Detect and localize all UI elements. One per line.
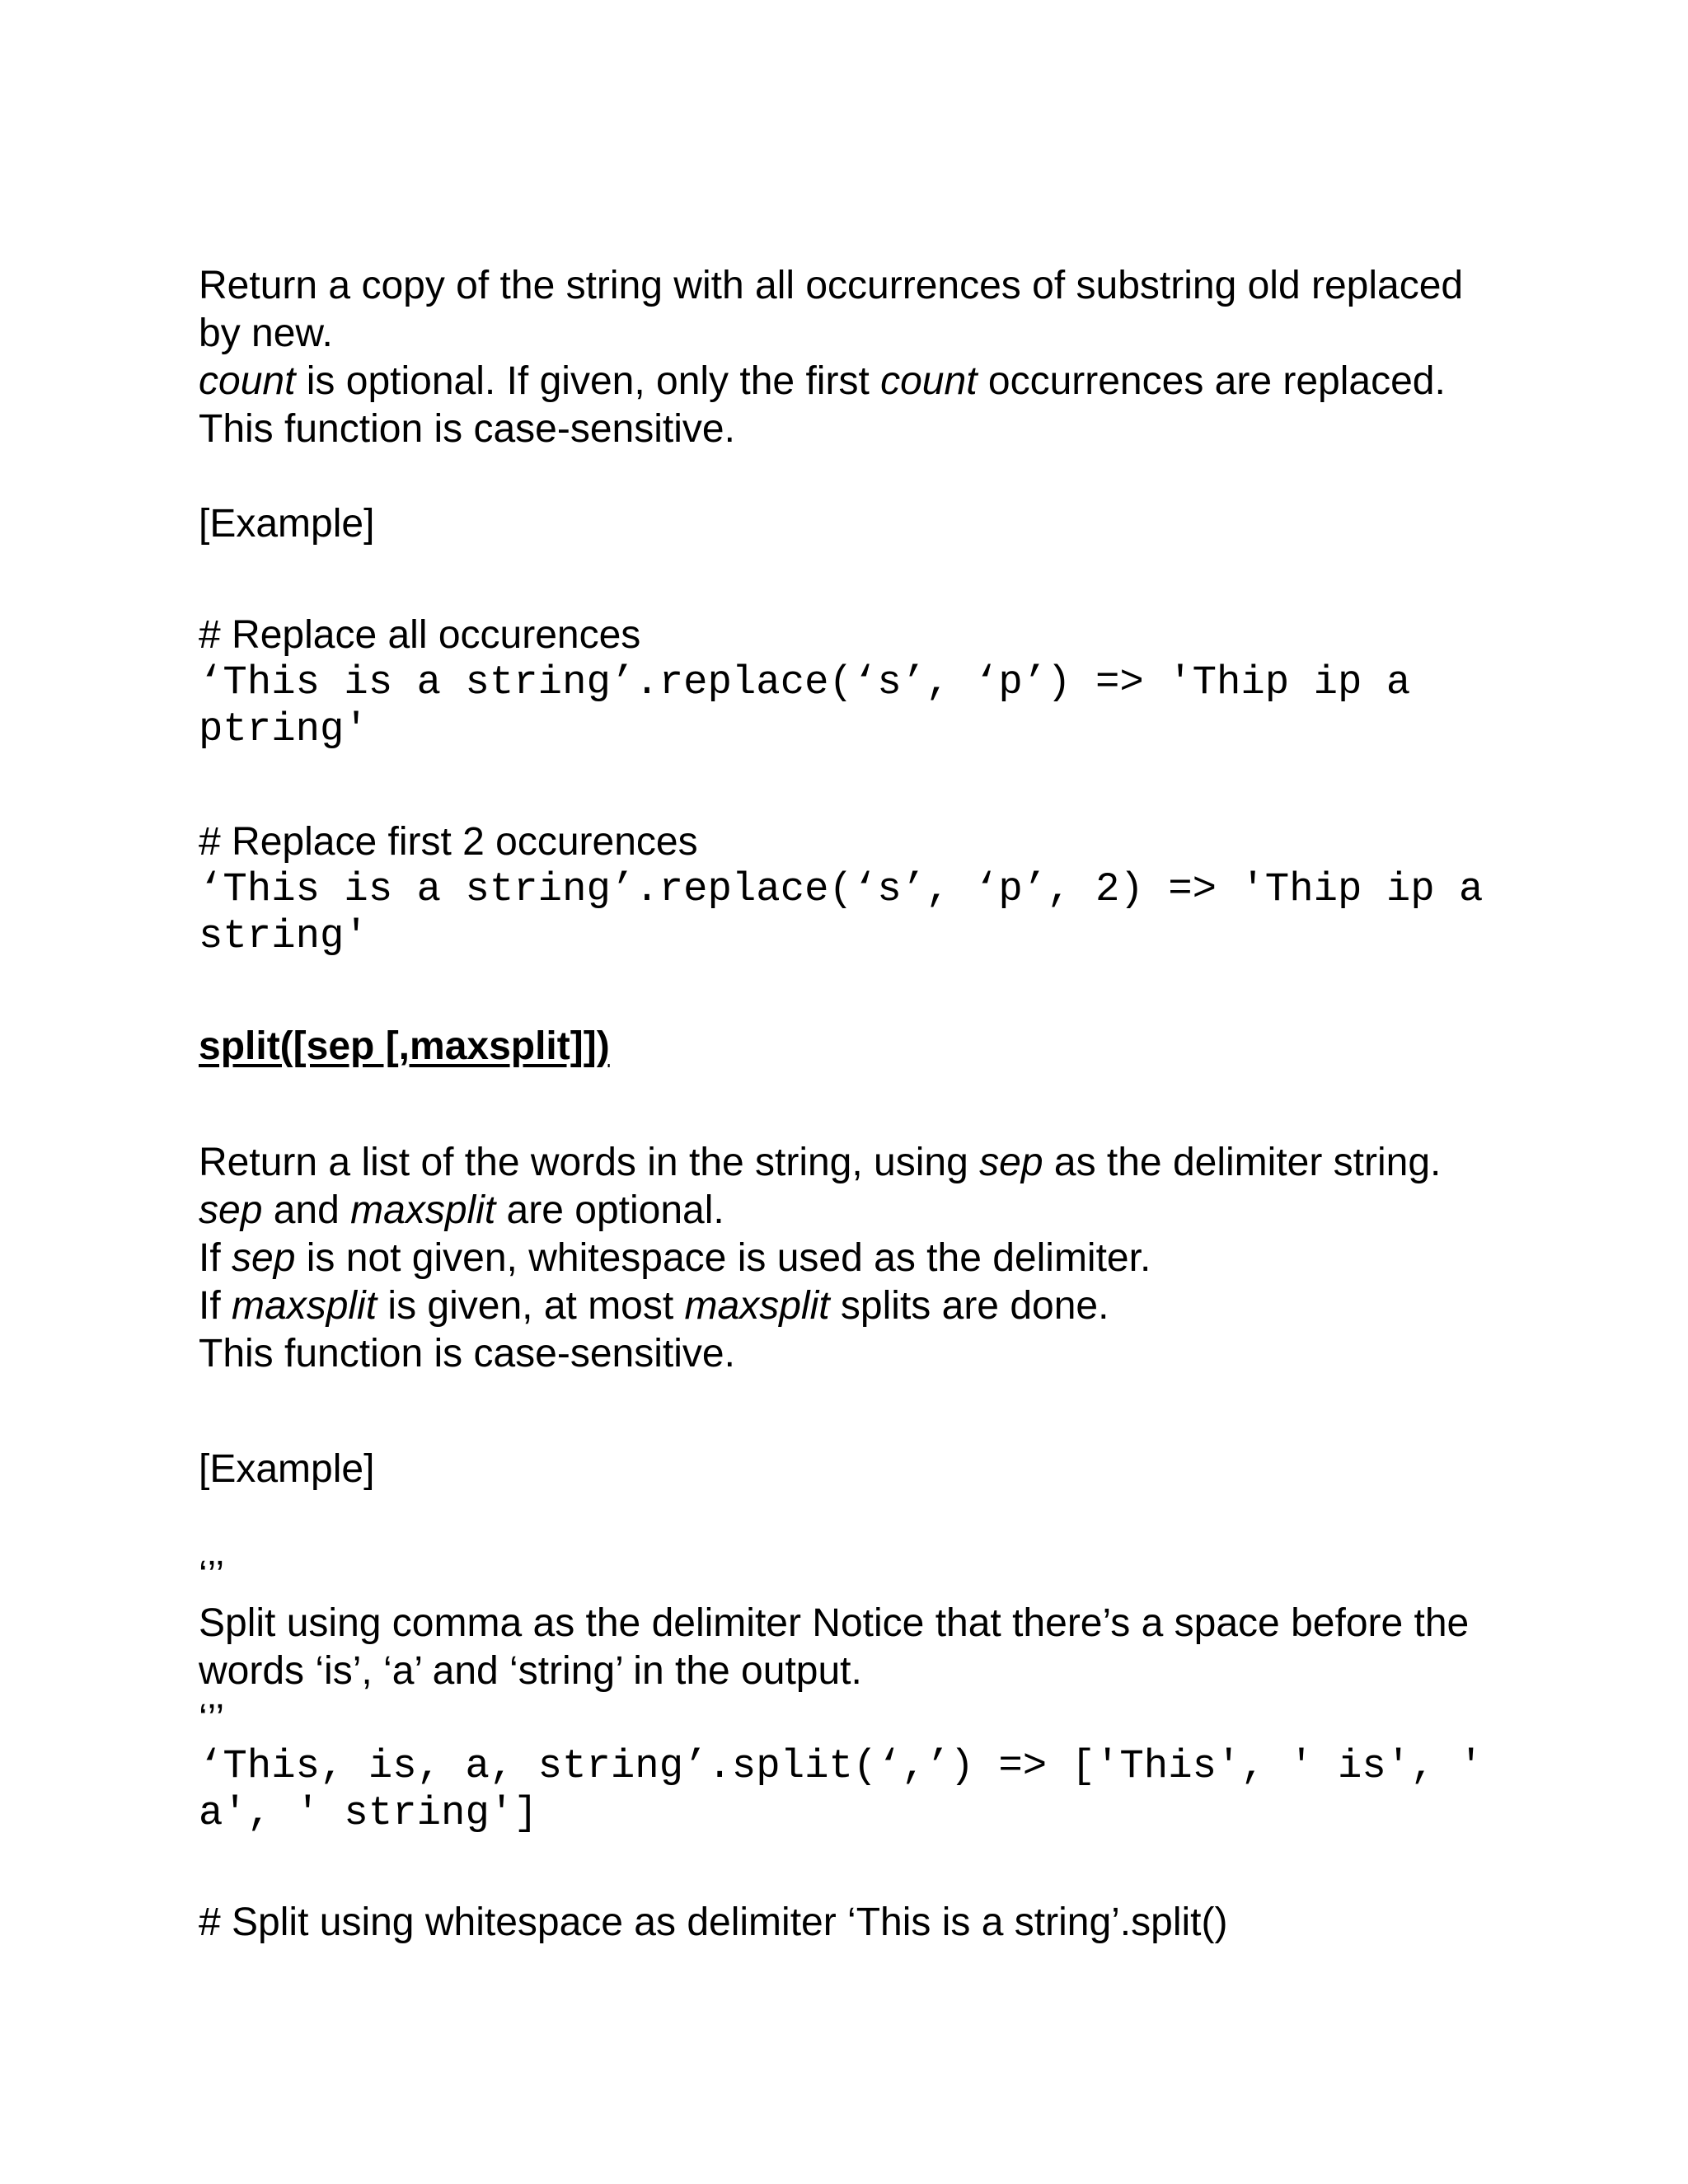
- replace-example-1-code-line-1: ‘This is a string’.replace(‘s’, ‘p’) => 'Thip ip a: [199, 659, 1411, 705]
- split-text: If: [199, 1284, 232, 1328]
- split-description-line-3: [199, 1235, 1534, 1282]
- maxsplit-term: maxsplit: [232, 1284, 377, 1328]
- maxsplit-term: maxsplit: [350, 1188, 496, 1232]
- maxsplit-term: maxsplit: [684, 1284, 830, 1328]
- split-code-line-1: ‘This, is, a, string’.split(‘,’) => ['This', ' is', ': [199, 1743, 1484, 1789]
- replace-example-2-code-line-1: ‘This is a string’.replace(‘s’, ‘p’, 2) => 'Thip ip a: [199, 866, 1484, 912]
- count-term: count: [199, 359, 296, 403]
- replace-example-2-comment: # Replace first 2 occurences: [199, 820, 698, 864]
- split-text: is given, at most: [377, 1284, 685, 1328]
- split-text: Return a list of the words in the string, using: [199, 1141, 980, 1184]
- count-text: is optional. If given, only the first: [295, 359, 881, 403]
- sep-term: sep: [979, 1141, 1043, 1184]
- split-description-line-1: [199, 1139, 1534, 1187]
- split-text: as the delimiter string.: [1043, 1141, 1442, 1184]
- split-description-line-4: [199, 1282, 1534, 1330]
- split-heading: split([sep [,maxsplit]]): [199, 1024, 610, 1068]
- replace-description-line-2: by new.: [199, 312, 333, 355]
- split-example-label: [Example]: [199, 1447, 375, 1491]
- split-text: If: [199, 1236, 232, 1280]
- replace-count-line: [199, 358, 1534, 405]
- replace-case-line: This function is case-sensitive.: [199, 407, 735, 451]
- split-docstring-line-2: words ‘is’, ‘a’ and ‘string’ in the output.: [199, 1649, 862, 1693]
- document-body: [199, 262, 1534, 1947]
- split-text: are optional.: [495, 1188, 724, 1232]
- replace-example-label: [Example]: [199, 502, 375, 546]
- split-text: and: [262, 1188, 351, 1232]
- replace-example-1-comment: # Replace all occurences: [199, 613, 641, 657]
- split-case-line: This function is case-sensitive.: [199, 1332, 735, 1376]
- split-text: splits are done.: [829, 1284, 1109, 1328]
- split-code-line-2: a', ' string']: [199, 1790, 538, 1836]
- sep-term: sep: [199, 1188, 263, 1232]
- count-text: occurrences are replaced.: [977, 359, 1446, 403]
- split-docstring-line-1: Split using comma as the delimiter Notice that there’s a space before the: [199, 1601, 1470, 1645]
- split-text: is not given, whitespace is used as the delimiter.: [295, 1236, 1151, 1280]
- split-whitespace-comment: # Split using whitespace as delimiter ‘This is a string’.split(): [199, 1900, 1228, 1944]
- split-docstring-open: ‘’’: [199, 1554, 225, 1597]
- replace-description-line-1: Return a copy of the string with all occurrences of substring old replaced: [199, 264, 1464, 307]
- split-description-line-2: [199, 1187, 1534, 1235]
- split-docstring-close: ‘’’: [199, 1697, 225, 1741]
- count-term: count: [880, 359, 978, 403]
- replace-example-1-code-line-2: ptring': [199, 706, 368, 752]
- sep-term: sep: [232, 1236, 296, 1280]
- replace-example-2-code-line-2: string': [199, 913, 368, 959]
